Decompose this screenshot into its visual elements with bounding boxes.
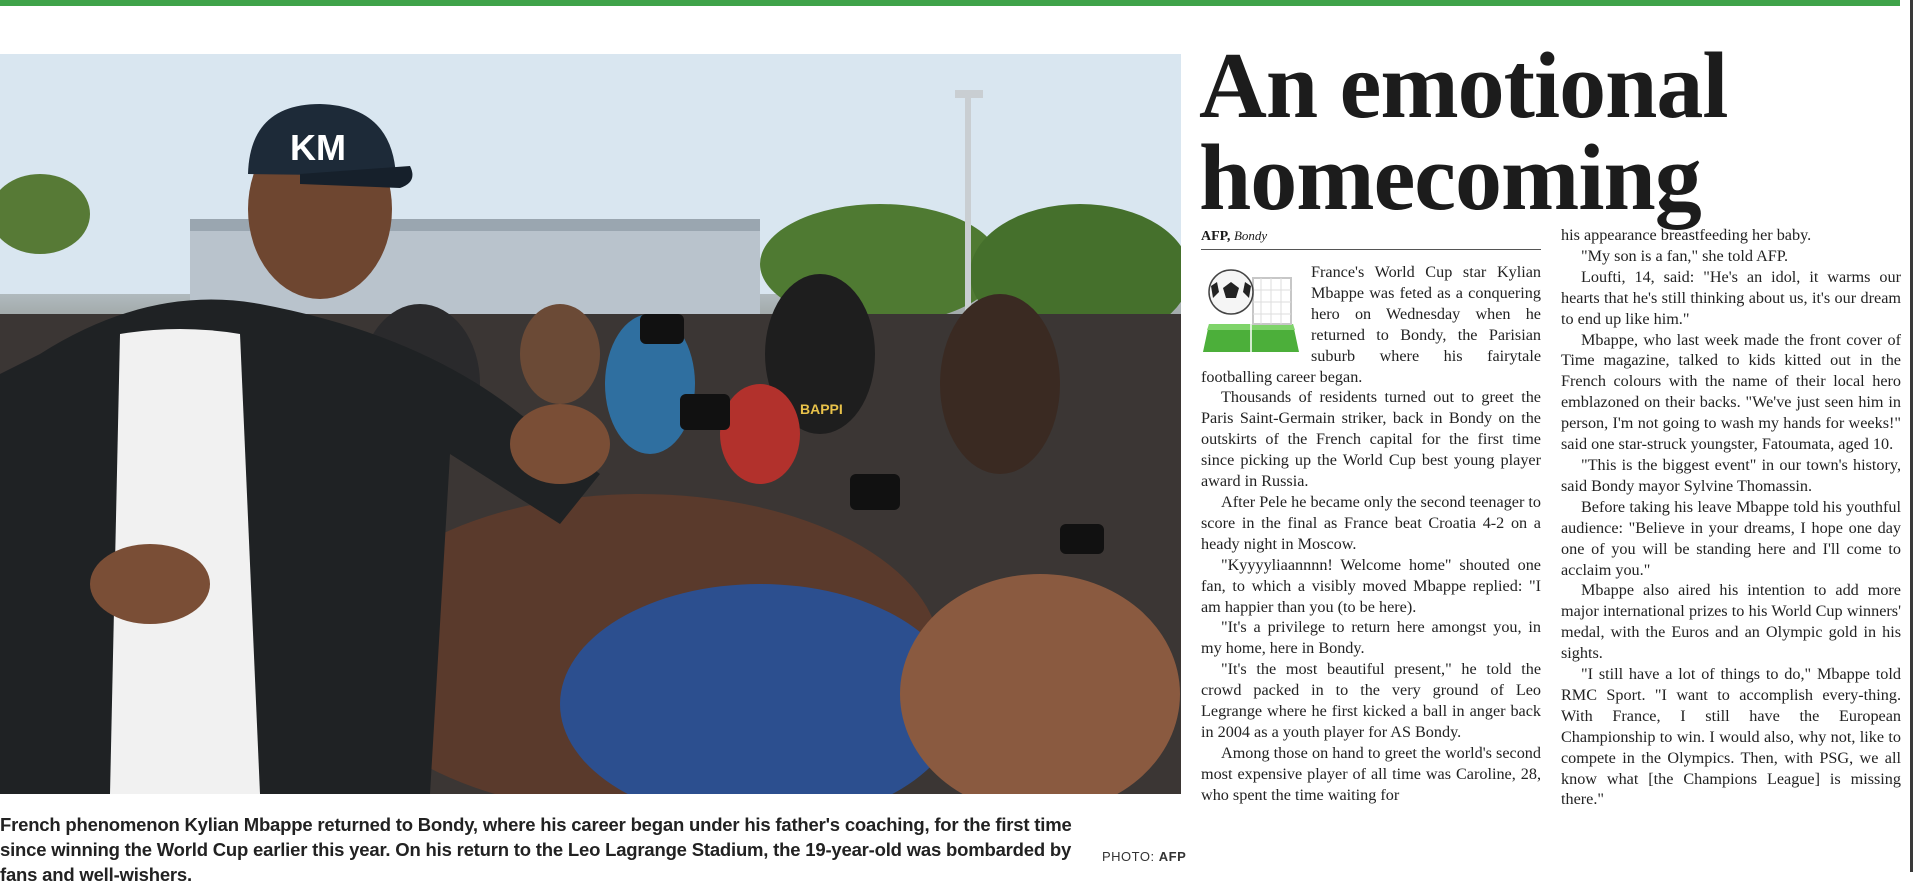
soccer-ball-goal-icon <box>1201 264 1301 354</box>
article-paragraph: "My son is a fan," she told AFP. <box>1581 246 1789 265</box>
photo-credit-source: AFP <box>1158 849 1187 864</box>
headline-line-1: An emotional <box>1199 34 1728 138</box>
article-paragraph: Loufti, 14, said: "He's an idol, it warms our hearts that he's still thinking about us, it's our dream to end up like him." <box>1561 267 1901 328</box>
headline <box>1199 34 1899 230</box>
article-paragraph: After Pele he became only the second teenager to score in the final as France beat Croatia 4-2 on a heady night in Moscow. <box>1201 492 1542 553</box>
byline-agency: AFP, <box>1201 229 1231 244</box>
article-paragraph: "This is the biggest event" in our town's history, said Bondy mayor Sylvine Thomassin. <box>1561 455 1901 495</box>
byline <box>1201 228 1541 250</box>
article-column-1 <box>1201 262 1541 806</box>
photo-credit <box>1102 849 1186 864</box>
article-paragraph: "Kyyyyliaannnn! Welcome home" shouted one fan, to which a visibly moved Mbappe replied: "I am happier than you (to be here). <box>1201 555 1541 616</box>
article-paragraph: Among those on hand to greet the world's second most expensive player of all time was Caroline, 28, who spent the time waiting for <box>1201 743 1541 804</box>
article-paragraph: his appearance breastfeeding her baby. <box>1561 226 1812 244</box>
photo-illustration <box>0 54 1181 794</box>
byline-place: Bondy <box>1233 228 1268 243</box>
article-photo <box>0 54 1181 794</box>
top-accent-rule <box>0 0 1900 6</box>
photo-caption: French phenomenon Kylian Mbappe returned to Bondy, where his career began under his father's coaching, for the first time since winning the World Cup earlier this year. On his return to the Leo Lagrange Stadium, the 19-year-old was bombarded by fans and well-wishers. <box>0 814 1072 885</box>
fan-shirt-text: BAPPI <box>800 401 843 417</box>
article-paragraph: Mbappe also aired his intention to add more major international prizes to his World Cup winners' medal, with the Euros and an Olympic gold in his sights. <box>1561 581 1901 663</box>
article-column-2 <box>1561 225 1901 810</box>
article-paragraph: Thousands of residents turned out to greet the Paris Saint-Germain striker, back in Bondy on the outskirts of the French capital for the first time since picking up the World Cup best young player award in Russia. <box>1201 388 1541 491</box>
article-paragraph: France's World Cup star Kylian Mbappe was feted as a conquering hero on Wednesday when he returned to Bondy, the Parisian suburb where his fairytale footballing career began. <box>1201 263 1541 386</box>
article-paragraph: "I still have a lot of things to do," Mbappe told RMC Sport. "I want to accomplish every-thing. With France, I still have the European Championship to win. I would also, why not, like to compete in the Olympics. Then, with PSG, we all know what [the Champions League] is missing there." <box>1561 665 1901 809</box>
article-paragraph: Mbappe, who last week made the front cover of Time magazine, talked to kids kitted out in the French colours with the name of their local hero emblazoned on their backs. "We've just seen him in person, I'm not going to wash my hands for weeks!" said one star-struck youngster, Fatoumata, aged 10. <box>1561 330 1901 454</box>
headline-line-2: homecoming <box>1199 126 1701 230</box>
photo-credit-label: PHOTO: <box>1102 849 1155 864</box>
article-paragraph: "It's a privilege to return here amongst you, in my home, here in Bondy. <box>1201 618 1541 658</box>
article-paragraph: "It's the most beautiful present," he told the crowd packed in to the very ground of Leo Legrange where he first kicked a ball in anger back in 2004 as a youth player for AS Bondy. <box>1201 660 1541 741</box>
cap-logo-text: KM <box>290 127 346 168</box>
article-paragraph: Before taking his leave Mbappe told his youthful audience: "Believe in your dreams, I hope one day one of you will be standing here and I'll come to acclaim you." <box>1561 497 1901 579</box>
